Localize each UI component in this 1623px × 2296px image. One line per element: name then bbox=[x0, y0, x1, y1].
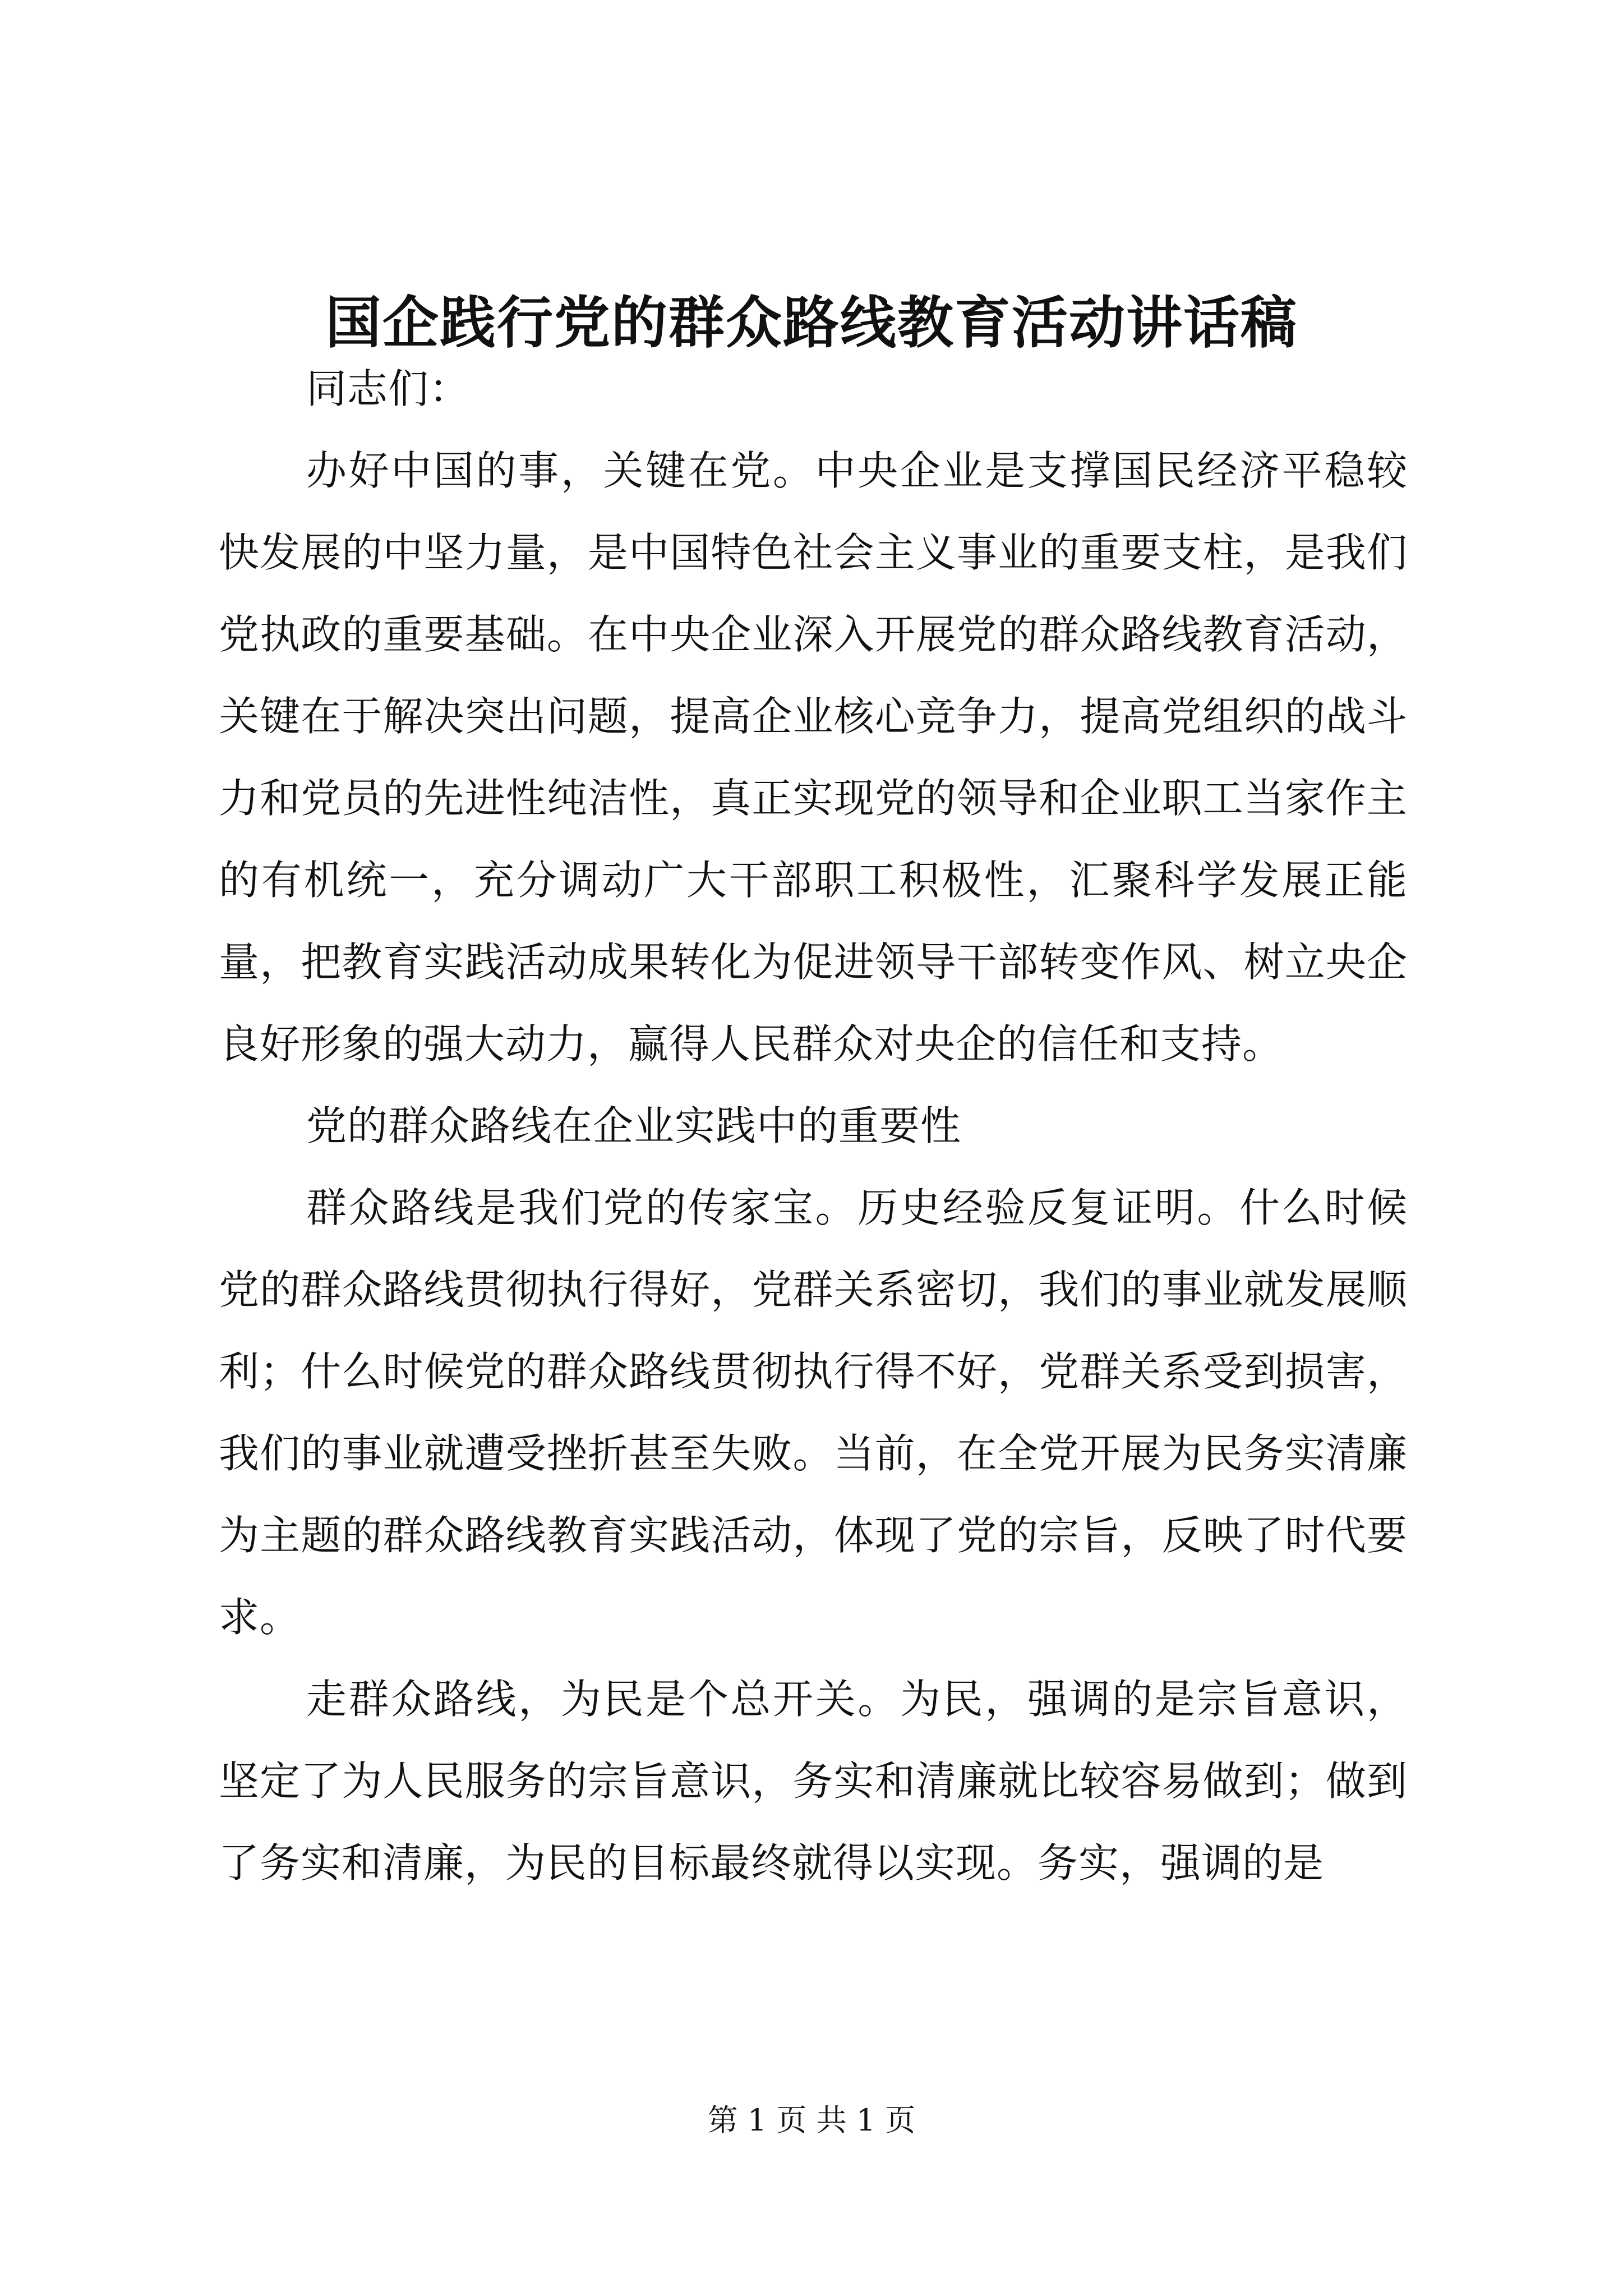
paragraph-2: 群众路线是我们党的传家宝。历史经验反复证明。什么时候党的群众路线贯彻执行得好，党群关系密切，我们的事业就发展顺利；什么时候党的群众路线贯彻执行得不好，党群关系受到损害，我们的事业就遭受挫折甚至失败。当前，在全党开展为民务实清廉为主题的群众路线教育实践活动，体现了党的宗旨，反映了时代要求。 bbox=[219, 1184, 1408, 1641]
page-footer: 第 1 页 共 1 页 bbox=[707, 2102, 916, 2138]
document-body bbox=[219, 348, 1408, 1904]
paragraph-1: 办好中国的事，关键在党。中央企业是支撑国民经济平稳较快发展的中坚力量，是中国特色社会主义事业的重要支柱，是我们党执政的重要基础。在中央企业深入开展党的群众路线教育活动，关键在于解决突出问题，提高企业核心竞争力，提高党组织的战斗力和党员的先进性纯洁性，真正实现党的领导和企业职工当家作主的有机统一，充分调动广大干部职工积极性，汇聚科学发展正能量，把教育实践活动成果转化为促进领导干部转变作风、树立央企良好形象的强大动力，赢得人民群众对央企的信任和支持。 bbox=[219, 447, 1408, 1068]
section-heading: 党的群众路线在企业实践中的重要性 bbox=[306, 1102, 962, 1149]
salutation: 同志们： bbox=[306, 365, 471, 412]
document-title: 国企践行党的群众路线教育活动讲话稿 bbox=[325, 289, 1298, 356]
paragraph-3: 走群众路线，为民是个总开关。为民，强调的是宗旨意识，坚定了为人民服务的宗旨意识，务实和清廉就比较容易做到；做到了务实和清廉，为民的目标最终就得以实现。务实，强调的是 bbox=[219, 1676, 1408, 1887]
